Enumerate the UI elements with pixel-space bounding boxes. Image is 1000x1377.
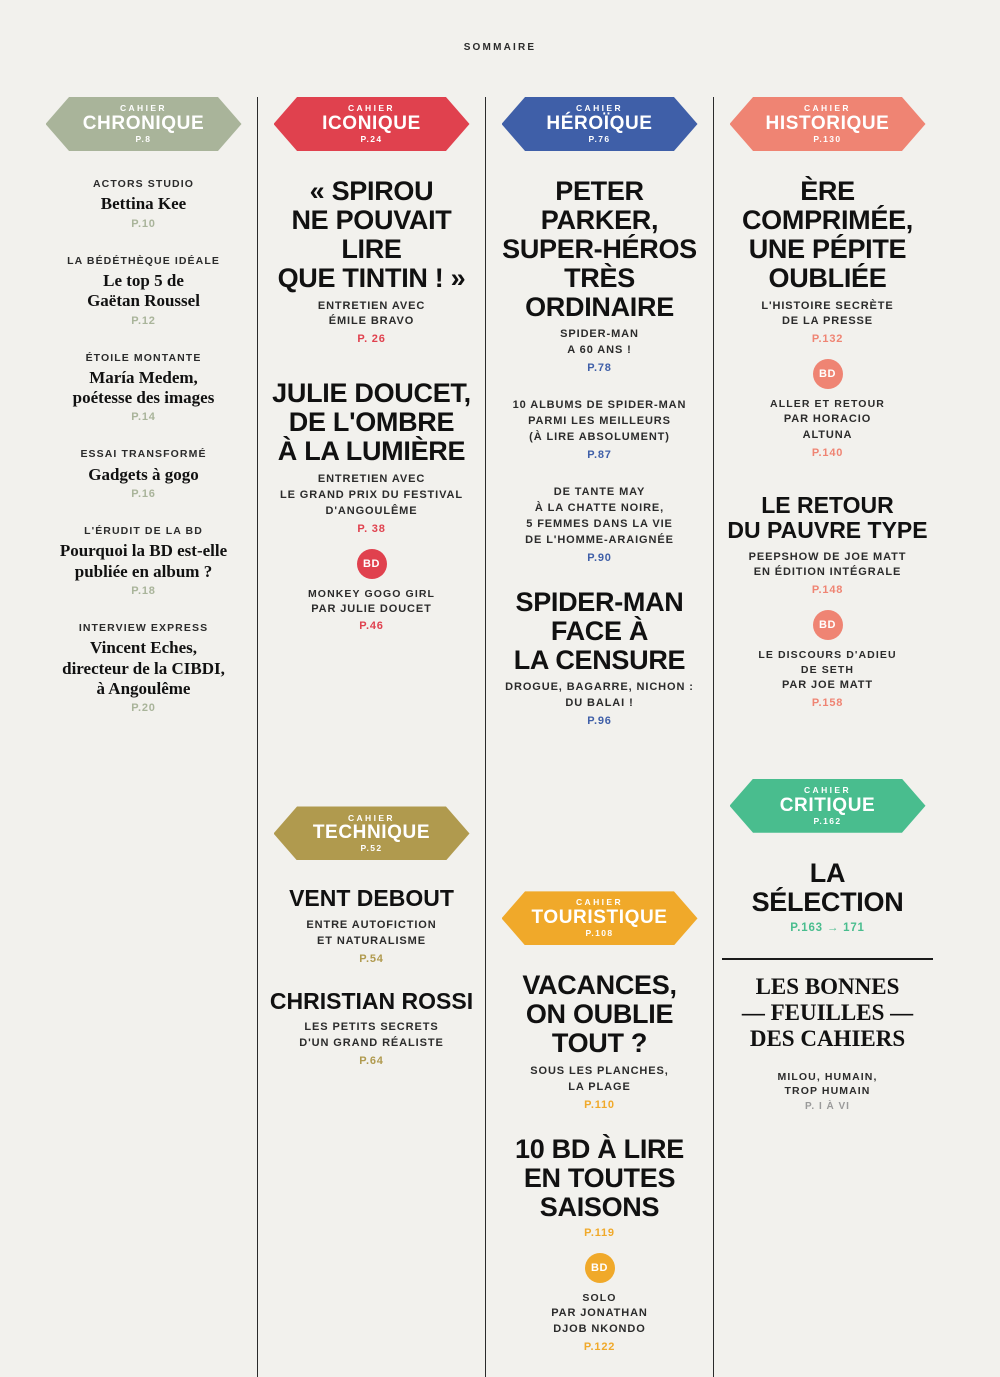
- banner-name: CHRONIQUE: [82, 113, 205, 134]
- list-item[interactable]: [38, 254, 249, 327]
- list-item[interactable]: [494, 177, 705, 374]
- entry-sub: DE TANTE MAY À LA CHATTE NOIRE, 5 FEMMES DANS LA VIE DE L'HOMME-ARAIGNÉE: [525, 486, 674, 546]
- entry-page: P.132: [811, 333, 844, 346]
- entry-page: P.90: [587, 551, 612, 564]
- entry-page: P.87: [587, 449, 612, 462]
- banner-text: [83, 104, 205, 144]
- banner-kicker: CAHIER: [347, 103, 395, 114]
- list-item[interactable]: [38, 447, 249, 500]
- entry-title: María Medem, poétesse des images: [72, 367, 215, 408]
- banner-text: [531, 898, 667, 938]
- banner-kicker: CAHIER: [576, 897, 623, 908]
- entry-title: VACANCES, ON OUBLIE TOUT ?: [522, 970, 677, 1059]
- entry-kicker: ACTORS STUDIO: [92, 178, 195, 190]
- badge-title: MONKEY GOGO GIRL: [307, 587, 436, 600]
- entry-page: P.12: [131, 314, 156, 327]
- entry-title: Gadgets à gogo: [88, 464, 199, 484]
- list-item[interactable]: [722, 493, 933, 709]
- badge-page: P.158: [811, 696, 844, 709]
- entry-page: P.14: [131, 411, 156, 424]
- list-item[interactable]: [494, 1135, 705, 1353]
- entry-page: P.78: [587, 362, 612, 375]
- entry-kicker: ÉTOILE MONTANTE: [85, 351, 202, 364]
- badge-page: P.140: [811, 446, 844, 459]
- entry-page: P.18: [131, 584, 156, 597]
- entry-page: P.54: [359, 952, 384, 965]
- badge-sub: PAR JONATHAN DJOB NKONDO: [551, 1307, 648, 1336]
- entry-title: Le top 5 de Gaëtan Roussel: [87, 270, 200, 311]
- page-title: SOMMAIRE: [463, 42, 537, 53]
- entry-title: 10 BD À LIRE EN TOUTES SAISONS: [515, 1133, 684, 1222]
- banner-page: P.130: [813, 134, 842, 144]
- entry-page: P.119: [584, 1227, 615, 1240]
- entry-kicker: LA BÉDÉTHÈQUE IDÉALE: [67, 254, 220, 267]
- banner-page: P.52: [360, 843, 383, 854]
- banner-text: [322, 104, 421, 144]
- badge-title: SOLO: [582, 1292, 617, 1305]
- entry-page: P. 38: [357, 522, 386, 535]
- list-item[interactable]: [494, 485, 705, 564]
- entry-page: P.20: [131, 702, 156, 715]
- divider: [722, 958, 933, 960]
- entry-sub: ENTRE AUTOFICTION ET NATURALISME: [306, 918, 437, 947]
- list-item[interactable]: [494, 398, 705, 461]
- entry-sub: PEEPSHOW DE JOE MATT EN ÉDITION INTÉGRALE: [748, 550, 907, 579]
- banner-text: [313, 814, 430, 854]
- banner-touristique[interactable]: [494, 891, 705, 945]
- entry-kicker: L'ÉRUDIT DE LA BD: [84, 525, 203, 538]
- entry-page: P.110: [584, 1098, 615, 1111]
- banner-page: P.108: [585, 928, 614, 939]
- list-item[interactable]: [38, 524, 249, 597]
- entry-page: P. 26: [357, 333, 386, 346]
- entry-page: P.16: [131, 488, 156, 501]
- banner-kicker: CAHIER: [803, 103, 851, 114]
- entry-title: VENT DEBOUT: [289, 885, 454, 912]
- list-item[interactable]: [266, 177, 477, 345]
- entry-title: LA SÉLECTION: [751, 857, 904, 917]
- banner-page: P.24: [360, 134, 383, 144]
- sommaire-columns: [0, 97, 1000, 1377]
- entry-title: JULIE DOUCET, DE L'OMBRE À LA LUMIÈRE: [272, 378, 471, 467]
- entry-sub: 10 ALBUMS DE SPIDER-MAN PARMI LES MEILLEURS (À LIRE ABSOLUMENT): [512, 399, 687, 444]
- banner-technique[interactable]: [266, 806, 477, 860]
- badge-title: LE DISCOURS D'ADIEU DE SETH: [758, 649, 897, 677]
- banner-page: P.8: [135, 134, 152, 144]
- spacer: [722, 733, 933, 779]
- entry-sub: ENTRETIEN AVEC ÉMILE BRAVO: [317, 299, 426, 328]
- badge-page: P.46: [359, 620, 384, 633]
- entry-kicker: INTERVIEW EXPRESS: [78, 621, 209, 634]
- entry-title: Pourquoi la BD est-elle publiée en album ?: [59, 541, 228, 581]
- list-item[interactable]: [38, 621, 249, 714]
- banner-name: TECHNIQUE: [312, 822, 431, 844]
- list-item[interactable]: [38, 351, 249, 424]
- banner-text: [766, 104, 890, 144]
- entry-title: Bettina Kee: [100, 194, 187, 214]
- bd-badge-icon: BD: [585, 1253, 615, 1283]
- banner-iconique[interactable]: [266, 97, 477, 151]
- spacer: [494, 751, 705, 891]
- list-item[interactable]: [266, 989, 477, 1067]
- banner-name: TOURISTIQUE: [531, 907, 668, 929]
- entry-title: « SPIROU NE POUVAIT LIRE QUE TINTIN ! »: [277, 176, 466, 293]
- entry-title: SPIDER-MAN FACE À LA CENSURE: [513, 586, 686, 675]
- entry-kicker: ESSAI TRANSFORMÉ: [80, 448, 207, 461]
- list-item[interactable]: [494, 588, 705, 728]
- banner-text: [780, 786, 876, 826]
- entry-sub: DROGUE, BAGARRE, NICHON : DU BALAI !: [505, 681, 694, 710]
- banner-name: CRITIQUE: [779, 794, 876, 816]
- bd-badge-icon: BD: [357, 549, 387, 579]
- bd-badge-icon: BD: [813, 359, 843, 389]
- banner-text: [546, 104, 652, 144]
- list-item[interactable]: [722, 859, 933, 935]
- badge-sub: PAR HORACIO ALTUNA: [783, 413, 872, 441]
- column-historique: [714, 97, 941, 1377]
- banner-critique[interactable]: [722, 779, 933, 833]
- list-item[interactable]: [722, 177, 933, 459]
- entry-page: P.148: [811, 584, 844, 597]
- entry-title: LE RETOUR DU PAUVRE TYPE: [727, 491, 928, 544]
- banner-kicker: CAHIER: [119, 103, 167, 114]
- entry-page: P.163 → 171: [790, 922, 865, 935]
- banner-name: HÉROÏQUE: [546, 113, 653, 134]
- banner-name: HISTORIQUE: [765, 113, 890, 134]
- badge-sub: PAR JOE MATT: [781, 678, 874, 691]
- banner-heroique[interactable]: [494, 97, 705, 151]
- footer-title: LES BONNES — FEUILLES — DES CAHIERS: [741, 974, 914, 1051]
- badge-sub: PAR JULIE DOUCET: [311, 602, 432, 615]
- badge-page: P.122: [583, 1341, 616, 1353]
- banner-kicker: CAHIER: [804, 784, 851, 795]
- entry-page: P.10: [131, 217, 156, 230]
- list-item[interactable]: [38, 177, 249, 230]
- banner-historique[interactable]: [722, 97, 933, 151]
- banner-page: P.162: [813, 815, 842, 826]
- entry-title: CHRISTIAN ROSSI: [269, 987, 474, 1014]
- badge-title: ALLER ET RETOUR: [770, 398, 885, 411]
- banner-kicker: CAHIER: [347, 812, 395, 823]
- list-item[interactable]: [266, 886, 477, 964]
- entry-page: P.96: [587, 715, 612, 728]
- column-heroique: [486, 97, 713, 1377]
- entry-page: P.64: [359, 1054, 384, 1067]
- entry-title: PETER PARKER, SUPER-HÉROS TRÈS ORDINAIRE: [502, 176, 697, 322]
- spacer: [266, 656, 477, 806]
- entry-sub: SOUS LES PLANCHES, LA PLAGE: [530, 1064, 669, 1093]
- footer-block[interactable]: [722, 974, 933, 1112]
- entry-sub: SPIDER-MAN A 60 ANS !: [560, 328, 639, 357]
- footer-sub: MILOU, HUMAIN, TROP HUMAIN: [777, 1070, 878, 1098]
- banner-page: P.76: [588, 134, 611, 144]
- list-item[interactable]: [494, 971, 705, 1111]
- list-item[interactable]: [266, 379, 477, 632]
- entry-title: Vincent Eches, directeur de la CIBDI, à Angoulême: [62, 638, 225, 698]
- column-iconique: [258, 97, 485, 1377]
- footer-page: P. I À VI: [805, 1101, 850, 1113]
- entry-sub: LES PETITS SECRETS D'UN GRAND RÉALISTE: [299, 1020, 444, 1049]
- banner-chronique[interactable]: [38, 97, 249, 151]
- entry-title: ÈRE COMPRIMÉE, UNE PÉPITE OUBLIÉE: [741, 176, 913, 293]
- banner-name: ICONIQUE: [322, 113, 421, 134]
- entry-sub: L'HISTOIRE SECRÈTE DE LA PRESSE: [761, 299, 894, 328]
- banner-kicker: CAHIER: [576, 103, 623, 114]
- entry-sub: ENTRETIEN AVEC LE GRAND PRIX DU FESTIVAL D'ANGOULÊME: [279, 473, 464, 517]
- bd-badge-icon: BD: [813, 610, 843, 640]
- column-chronique: [30, 97, 257, 1377]
